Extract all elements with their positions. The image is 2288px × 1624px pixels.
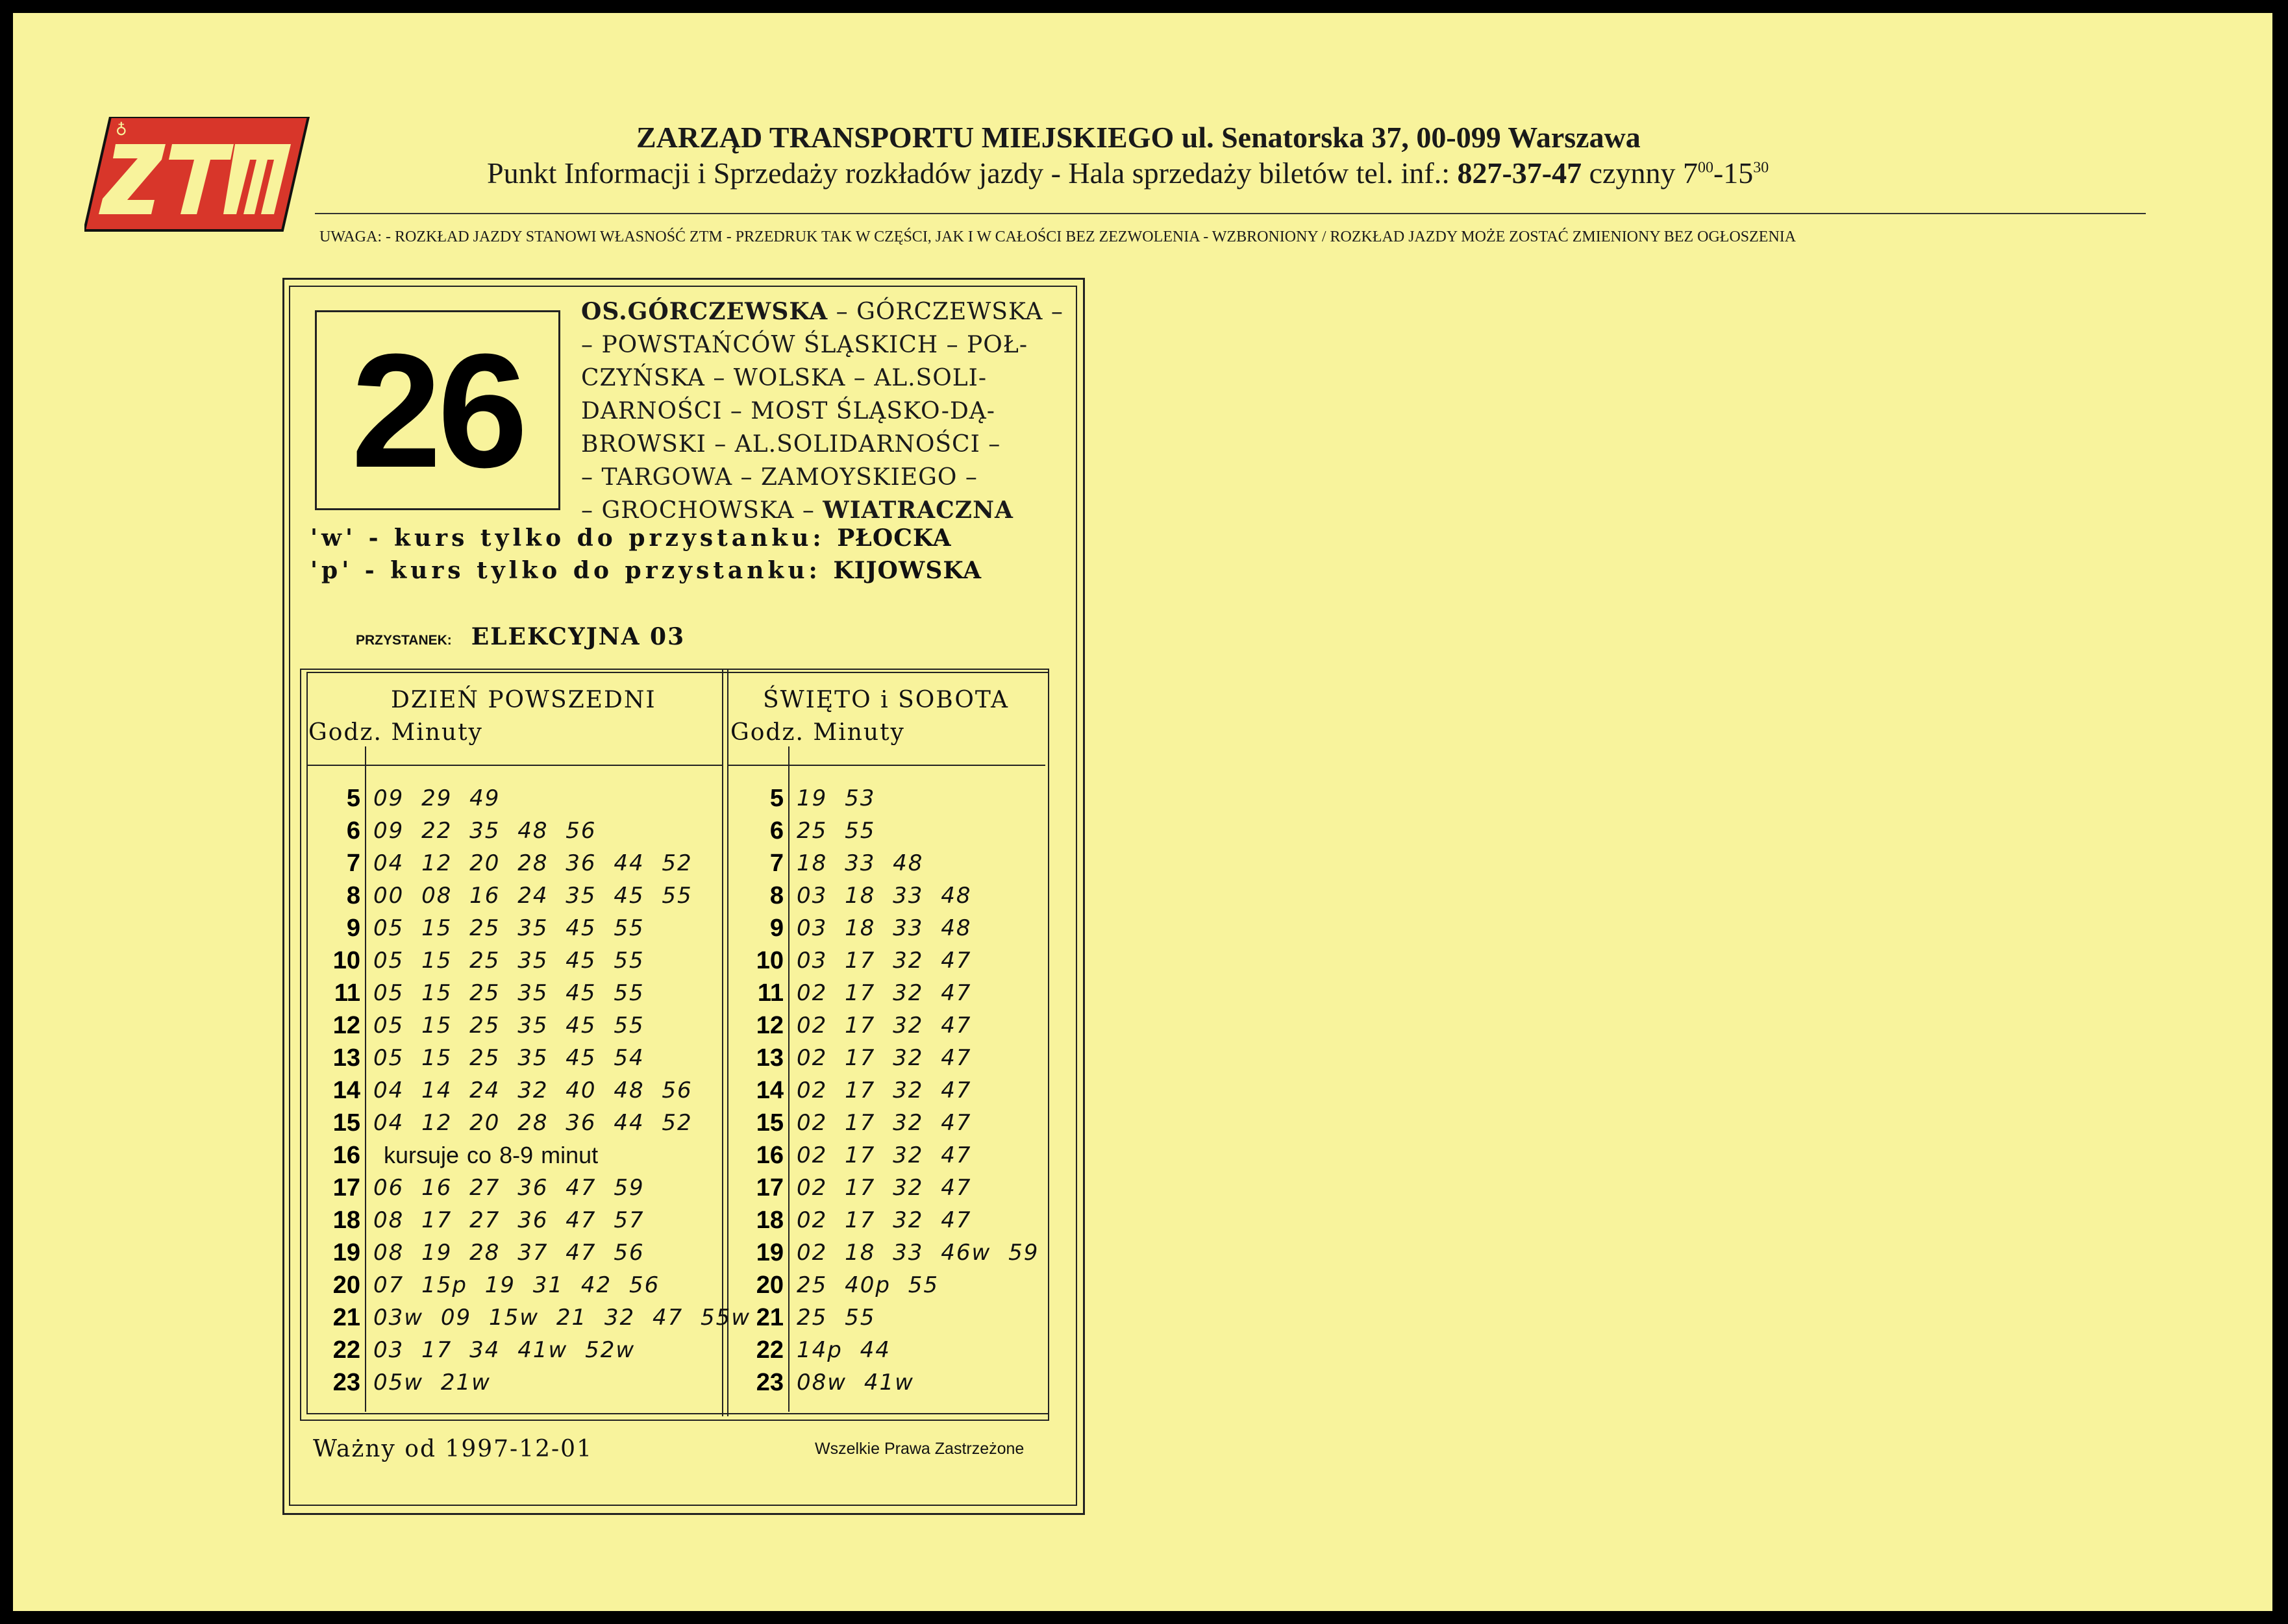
schedule-row	[308, 1301, 751, 1334]
minutes-cell: 04 12 20 28 36 44 52	[373, 1110, 693, 1136]
weekend-schedule	[730, 782, 1043, 1399]
hour-cell: 13	[332, 1044, 360, 1072]
minutes-cell: 08w 41w	[797, 1370, 914, 1396]
stop-info	[356, 623, 685, 650]
hour-cell: 22	[756, 1336, 784, 1364]
minutes-cell: 25 55	[797, 818, 876, 844]
schedule-row	[308, 1172, 734, 1204]
hour-cell: 12	[332, 1011, 360, 1039]
schedule-row	[730, 977, 1043, 1009]
schedule-row	[730, 815, 1043, 847]
schedule-row	[730, 1204, 1043, 1236]
minutes-cell: kursuje co 8-9 minut	[384, 1142, 599, 1168]
hour-cell: 20	[756, 1271, 784, 1299]
minutes-cell: 25 55	[797, 1305, 876, 1331]
minutes-cell: 02 17 32 47	[797, 1013, 972, 1039]
hour-divider-tick	[788, 746, 790, 766]
hour-divider-tick	[365, 746, 366, 766]
stop-label: PRZYSTANEK:	[356, 633, 452, 648]
hour-cell: 10	[756, 946, 784, 974]
minutes-cell: 03 18 33 48	[797, 883, 972, 909]
line-number: 26	[351, 319, 525, 501]
route-segment: CZYŃSKA – WOLSKA – AL.SOLI-	[581, 365, 988, 391]
line-number-box	[315, 310, 560, 510]
valid-from: Ważny od 1997-12-01	[313, 1436, 593, 1462]
hour-cell: 15	[756, 1109, 784, 1137]
minutes-cell: 06 16 27 36 47 59	[373, 1175, 645, 1201]
schedule-row	[308, 1366, 734, 1399]
minutes-cell: 02 17 32 47	[797, 1077, 972, 1103]
phone-number: 827-37-47	[1457, 156, 1582, 190]
hour-cell: 7	[346, 849, 360, 877]
route-segment: – POWSTAŃCÓW ŚLĄSKICH – POŁ-	[581, 332, 1028, 358]
minutes-cell: 03w 09 15w 21 32 47 55w	[373, 1305, 751, 1331]
schedule-row	[730, 1334, 1043, 1366]
schedule-row	[308, 1042, 734, 1074]
copyright-notice: UWAGA: - ROZKŁAD JAZDY STANOWI WŁASNOŚĆ ZTM - PRZEDRUK TAK W CZĘŚCI, JAK I W CAŁOŚCI BEZ ZEZWOLENIA - WZBRONIONY / ROZKŁAD JAZDY MOŻE ZOSTAĆ ZMIENIONY BEZ OGŁOSZENIA	[319, 228, 1797, 245]
legend-p: 'p' - kurs tylko do przystanku: KIJOWSKA	[310, 557, 982, 584]
rights-notice: Wszelkie Prawa Zastrzeżone	[815, 1440, 1025, 1458]
legend-w: 'w' - kurs tylko do przystanku: PŁOCKA	[310, 524, 952, 552]
hour-cell: 18	[332, 1206, 360, 1234]
minutes-cell: 02 17 32 47	[797, 1142, 972, 1168]
route-segment: DARNOŚCI – MOST ŚLĄSKO-DĄ-	[581, 398, 995, 424]
route-line	[581, 461, 1068, 494]
route-description	[581, 295, 1068, 527]
route-line	[581, 328, 1068, 362]
hour-cell: 21	[332, 1303, 360, 1331]
minutes-cell: 03 17 34 41w 52w	[373, 1337, 636, 1363]
hour-cell: 23	[332, 1368, 360, 1396]
minutes-cell: 02 17 32 47	[797, 980, 972, 1006]
schedule-row	[730, 1009, 1043, 1042]
route-segment: – TARGOWA – ZAMOYSKIEGO –	[581, 464, 978, 491]
route-segment: BROWSKI – AL.SOLIDARNOŚCI –	[581, 431, 1001, 458]
hour-cell: 14	[756, 1076, 784, 1104]
schedule-row	[730, 782, 1043, 815]
minutes-cell: 05 15 25 35 45 55	[373, 948, 645, 974]
weekday-title: DZIEŃ POWSZEDNI	[391, 687, 656, 713]
minutes-cell: 03 18 33 48	[797, 915, 972, 941]
schedule-row	[308, 944, 734, 977]
hour-cell: 22	[332, 1336, 360, 1364]
weekend-col-label: Godz. Minuty	[730, 719, 905, 746]
schedule-row	[308, 977, 734, 1009]
weekend-title: ŚWIĘTO i SOBOTA	[763, 687, 1009, 713]
schedule-row	[730, 1269, 1043, 1301]
hour-cell: 18	[756, 1206, 784, 1234]
schedule-row	[730, 1139, 1043, 1172]
hour-cell: 20	[332, 1271, 360, 1299]
header-rule-weekday	[308, 765, 722, 766]
minutes-cell: 05 15 25 35 45 55	[373, 1013, 645, 1039]
hour-cell: 15	[332, 1109, 360, 1137]
route-terminus: WIATRACZNA	[823, 497, 1013, 524]
header-info: Punkt Informacji i Sprzedaży rozkładów jazdy - Hala sprzedaży biletów tel. inf.: 827-37-47 czynny $7^{00}-15^{30}$	[487, 156, 1769, 190]
header-title: ZARZĄD TRANSPORTU MIEJSKIEGO ul. Senatorska 37, 00-099 Warszawa	[636, 121, 1641, 154]
schedule-row	[730, 912, 1043, 944]
logo-mark: ♁	[116, 122, 127, 139]
hour-cell: 5	[769, 784, 784, 812]
route-line	[581, 494, 1068, 527]
minutes-cell: 08 17 27 36 47 57	[373, 1207, 645, 1233]
schedule-row	[730, 880, 1043, 912]
minutes-cell: 25 40p 55	[797, 1272, 939, 1298]
schedule-row	[730, 1236, 1043, 1269]
hour-cell: 6	[769, 817, 784, 844]
hour-cell: 13	[756, 1044, 784, 1072]
hour-cell: 23	[756, 1368, 784, 1396]
hour-cell: 14	[332, 1076, 360, 1104]
hour-cell: 16	[332, 1141, 360, 1169]
hour-cell: 8	[346, 881, 360, 909]
schedule-row	[730, 1074, 1043, 1107]
minutes-cell: 18 33 48	[797, 850, 924, 876]
route-line	[581, 295, 1068, 328]
schedule-row	[308, 1236, 734, 1269]
schedule-row	[308, 1139, 734, 1172]
weekday-schedule	[308, 782, 751, 1399]
schedule-row	[730, 1172, 1043, 1204]
header-divider	[315, 213, 2146, 214]
route-segment: – GROCHOWSKA –	[581, 497, 823, 524]
schedule-row	[308, 880, 734, 912]
hour-cell: 19	[332, 1238, 360, 1266]
schedule-row	[730, 847, 1043, 880]
minutes-cell: 19 53	[797, 785, 876, 811]
hour-cell: 7	[769, 849, 784, 877]
hour-cell: 6	[346, 817, 360, 844]
schedule-row	[308, 1009, 734, 1042]
route-line	[581, 362, 1068, 395]
minutes-cell: 14p 44	[797, 1337, 891, 1363]
minutes-cell: 02 17 32 47	[797, 1110, 972, 1136]
schedule-row	[308, 1269, 734, 1301]
minutes-cell: 02 17 32 47	[797, 1175, 972, 1201]
hour-cell: 11	[757, 979, 784, 1007]
route-line	[581, 428, 1068, 461]
ztm-logo	[84, 117, 312, 247]
minutes-cell: 03 17 32 47	[797, 948, 972, 974]
route-line	[581, 395, 1068, 428]
schedule-row	[308, 782, 734, 815]
schedule-row	[308, 1204, 734, 1236]
hour-cell: 17	[332, 1174, 360, 1201]
hour-cell: 9	[769, 914, 784, 942]
minutes-cell: 05w 21w	[373, 1370, 491, 1396]
schedule-row	[308, 1074, 734, 1107]
header-rule-weekend	[727, 765, 1045, 766]
hour-cell: 9	[346, 914, 360, 942]
route-terminus: OS.GÓRCZEWSKA	[581, 298, 828, 325]
minutes-cell: 09 29 49	[373, 785, 501, 811]
minutes-cell: 05 15 25 35 45 54	[373, 1045, 645, 1071]
schedule-row	[730, 1301, 1043, 1334]
minutes-cell: 05 15 25 35 45 55	[373, 915, 645, 941]
minutes-cell: 05 15 25 35 45 55	[373, 980, 645, 1006]
minutes-cell: 08 19 28 37 47 56	[373, 1240, 645, 1266]
hour-cell: 16	[756, 1141, 784, 1169]
minutes-cell: 04 12 20 28 36 44 52	[373, 850, 693, 876]
hour-cell: 17	[756, 1174, 784, 1201]
hour-cell: 5	[346, 784, 360, 812]
hour-cell: 19	[756, 1238, 784, 1266]
hour-cell: 8	[769, 881, 784, 909]
schedule-row	[308, 912, 734, 944]
schedule-row	[730, 1107, 1043, 1139]
schedule-row	[308, 815, 734, 847]
schedule-row	[730, 1042, 1043, 1074]
stop-name: ELEKCYJNA 03	[471, 623, 686, 650]
schedule-row	[308, 847, 734, 880]
route-segment: – GÓRCZEWSKA –	[828, 299, 1063, 325]
schedule-row	[730, 944, 1043, 977]
minutes-cell: 04 14 24 32 40 48 56	[373, 1077, 693, 1103]
schedule-row	[308, 1107, 734, 1139]
schedule-row	[308, 1334, 734, 1366]
minutes-cell: 09 22 35 48 56	[373, 818, 597, 844]
hour-cell: 10	[332, 946, 360, 974]
minutes-cell: 02 17 32 47	[797, 1207, 972, 1233]
minutes-cell: 07 15p 19 31 42 56	[373, 1272, 660, 1298]
hour-cell: 12	[756, 1011, 784, 1039]
minutes-cell: 02 18 33 46w 59	[797, 1240, 1039, 1266]
hour-cell: 21	[756, 1303, 784, 1331]
schedule-row	[730, 1366, 1043, 1399]
weekday-col-label: Godz. Minuty	[308, 719, 483, 746]
minutes-cell: 02 17 32 47	[797, 1045, 972, 1071]
minutes-cell: 00 08 16 24 35 45 55	[373, 883, 693, 909]
hour-cell: 11	[334, 979, 360, 1007]
